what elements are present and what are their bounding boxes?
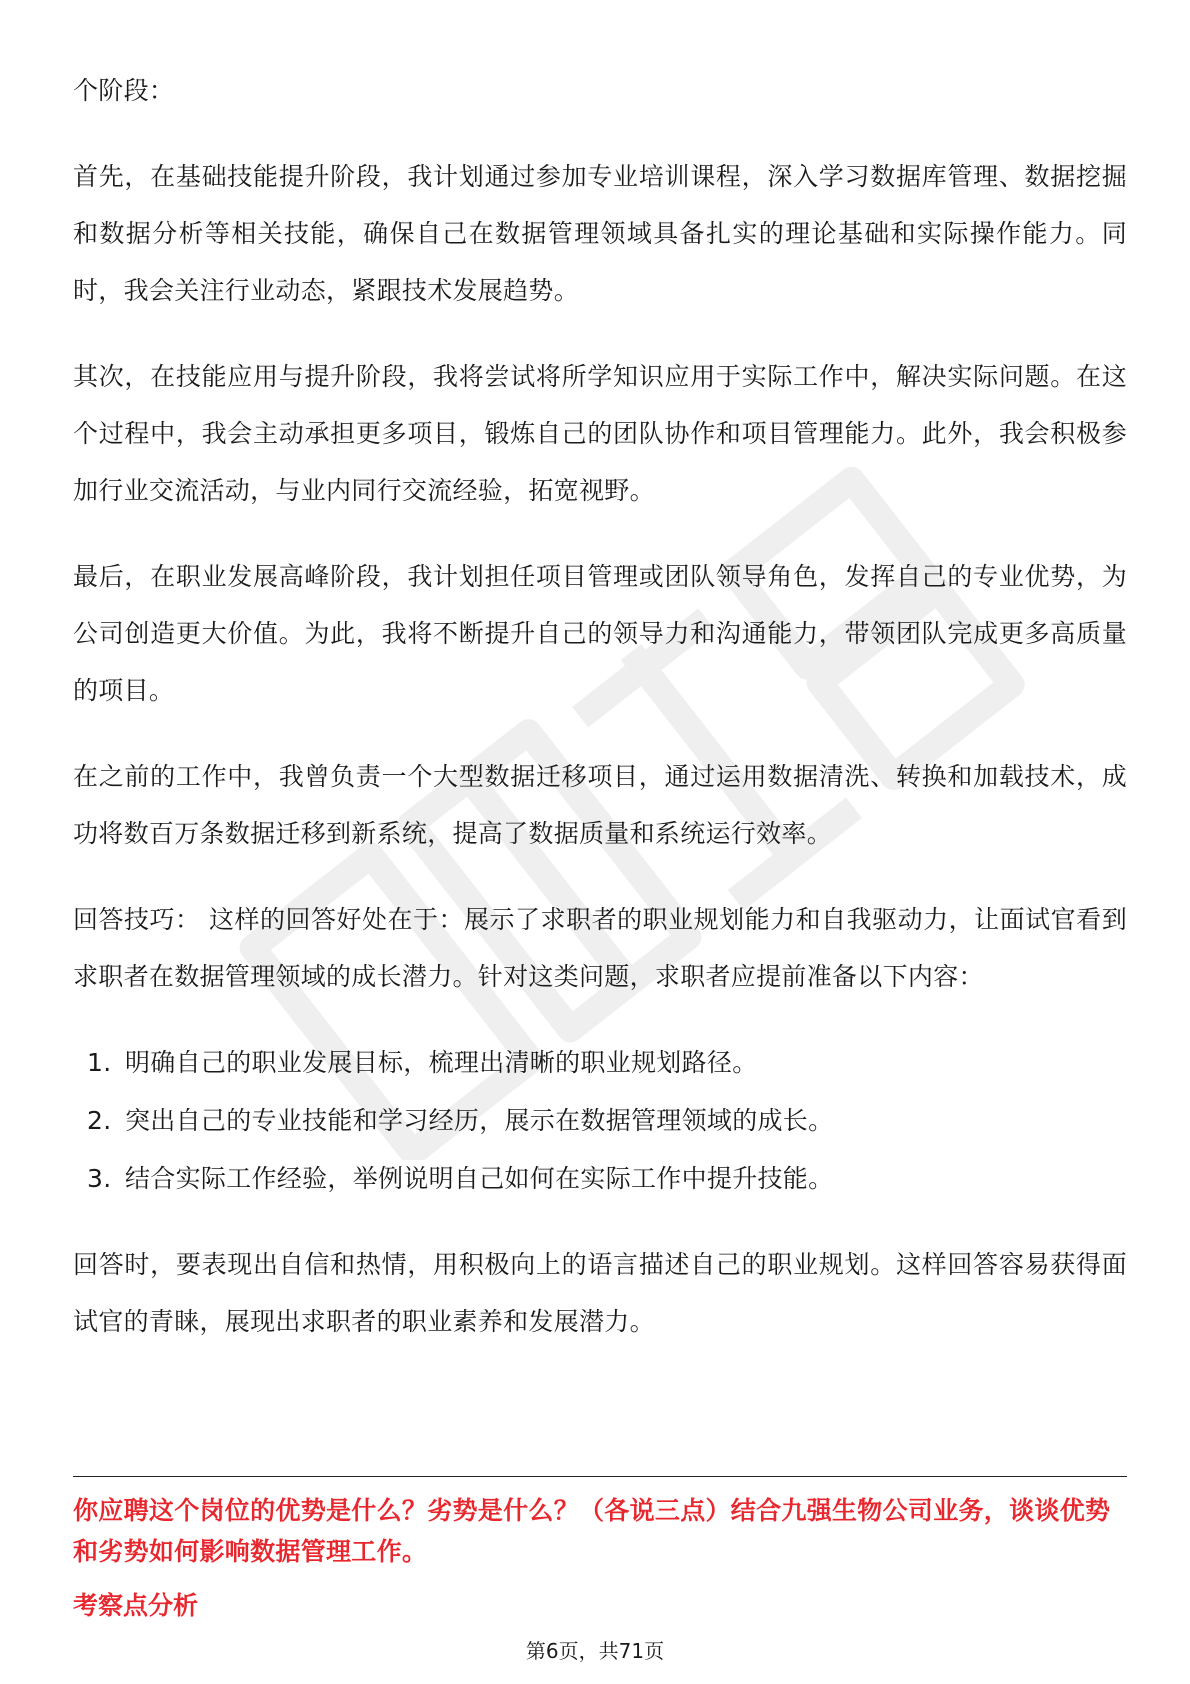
paragraph-answer-tips: 回答技巧： 这样的回答好处在于：展示了求职者的职业规划能力和自我驱动力，让面试官看到求职者在数据管理领域的成长潜力。针对这类问题，求职者应提前准备以下内容： [73, 905, 1127, 991]
list-text: 明确自己的职业发展目标，梳理出清晰的职业规划路径。 [125, 1048, 758, 1077]
list-text: 突出自己的专业技能和学习经历，展示在数据管理领域的成长。 [125, 1106, 834, 1135]
paragraph-intro: 个阶段： [73, 76, 175, 105]
paragraph-stage-two: 其次，在技能应用与提升阶段，我将尝试将所学知识应用于实际工作中，解决实际问题。在这个过程中，我会主动承担更多项目，锻炼自己的团队协作和项目管理能力。此外，我会积极参加行业交流活动，与业内同行交流经验，拓宽视野。 [73, 362, 1127, 505]
paragraph-experience: 在之前的工作中，我曾负责一个大型数据迁移项目，通过运用数据清洗、转换和加载技术，成功将数百万条数据迁移到新系统，提高了数据质量和系统运行效率。 [73, 762, 1127, 848]
document-body [73, 62, 1127, 1379]
paragraph-stage-three: 最后，在职业发展高峰阶段，我计划担任项目管理或团队领导角色，发挥自己的专业优势，为公司创造更大价值。为此，我将不断提升自己的领导力和沟通能力，带领团队完成更多高质量的项目。 [73, 562, 1127, 705]
page-number-footer: 第6页，共71页 [525, 1639, 665, 1663]
section-divider [73, 1476, 1127, 1477]
analysis-section-title: 考察点分析 [73, 1591, 199, 1620]
tips-list [73, 1034, 1127, 1208]
list-number: 1. [87, 1048, 112, 1077]
list-item [73, 1092, 1127, 1150]
list-number: 3. [87, 1164, 112, 1193]
list-number: 2. [87, 1106, 112, 1135]
paragraph-stage-one: 首先，在基础技能提升阶段，我计划通过参加专业培训课程，深入学习数据库管理、数据挖掘和数据分析等相关技能，确保自己在数据管理领域具备扎实的理论基础和实际操作能力。同时，我会关注行业动态，紧跟技术发展趋势。 [73, 162, 1127, 305]
paragraph-closing: 回答时，要表现出自信和热情，用积极向上的语言描述自己的职业规划。这样回答容易获得面试官的青睐，展现出求职者的职业素养和发展潜力。 [73, 1250, 1127, 1336]
next-question-heading: 你应聘这个岗位的优势是什么？劣势是什么？（各说三点）结合九强生物公司业务，谈谈优势和劣势如何影响数据管理工作。 [73, 1496, 1111, 1566]
list-item [73, 1150, 1127, 1208]
list-text: 结合实际工作经验，举例说明自己如何在实际工作中提升技能。 [125, 1164, 834, 1193]
list-item [73, 1034, 1127, 1092]
